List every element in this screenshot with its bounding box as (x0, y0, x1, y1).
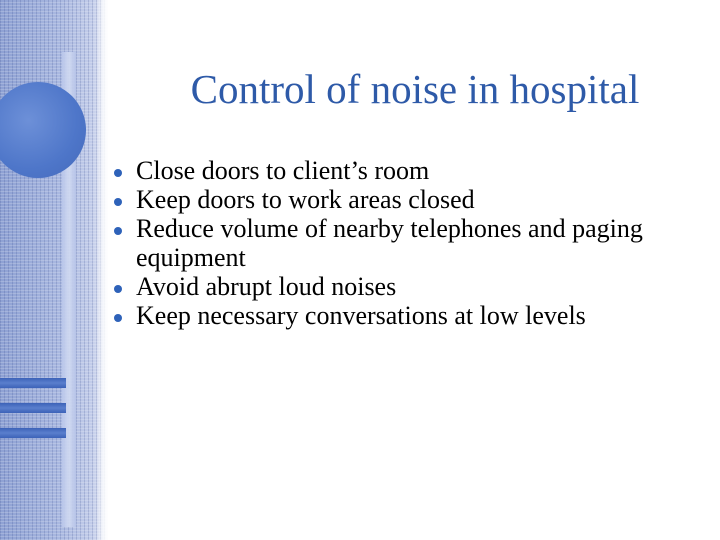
bullet-text: Keep necessary conversations at low levels (136, 301, 586, 330)
bullet-text: Reduce volume of nearby telephones and paging equipment (136, 214, 643, 272)
decorative-horizontal-bar (0, 403, 66, 413)
decorative-horizontal-bar (0, 378, 66, 388)
bullet-item (110, 156, 710, 185)
bullet-item (110, 272, 710, 301)
bullet-dot-icon (114, 314, 122, 322)
decorative-side-strip (0, 0, 108, 540)
bullet-dot-icon (114, 227, 122, 235)
bullet-dot-icon (114, 169, 122, 177)
bullet-item (110, 185, 710, 214)
bullet-item (110, 301, 710, 330)
decorative-horizontal-bar (0, 428, 66, 438)
bullet-text: Avoid abrupt loud noises (136, 272, 397, 301)
bullet-text: Keep doors to work areas closed (136, 185, 475, 214)
decorative-strip-fade (96, 0, 110, 540)
bullet-list (110, 156, 710, 330)
bullet-item (110, 214, 710, 272)
bullet-dot-icon (114, 285, 122, 293)
bullet-dot-icon (114, 198, 122, 206)
slide-title: Control of noise in hospital (190, 66, 640, 112)
bullet-text: Close doors to client’s room (136, 156, 430, 185)
